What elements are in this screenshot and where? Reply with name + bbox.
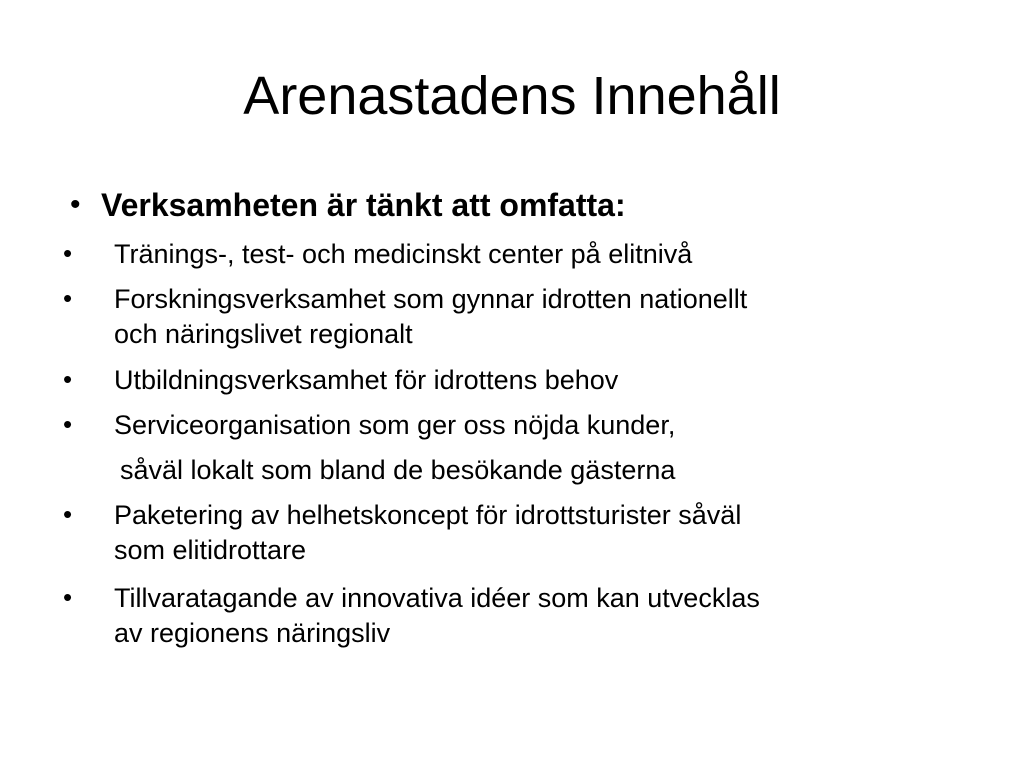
list-item-text: Forskningsverksamhet som gynnar idrotten nationellt	[114, 284, 748, 314]
list-item-text: Tillvaratagande av innovativa idéer som kan utvecklas	[114, 583, 760, 613]
heading-text: Verksamheten är tänkt att omfatta:	[101, 187, 626, 223]
list-item-text-continued: som elitidrottare	[114, 535, 307, 565]
bullet-icon: •	[63, 364, 73, 394]
bullet-icon: •	[70, 188, 81, 221]
bullet-icon: •	[63, 409, 73, 439]
bullet-icon: •	[63, 582, 73, 612]
list-item-text: Paketering av helhetskoncept för idrottsturister såväl	[114, 500, 742, 530]
slide-title: Arenastadens Innehåll	[243, 66, 781, 126]
bullet-icon: •	[63, 499, 73, 529]
list-item-text: såväl lokalt som bland de besökande gästerna	[120, 455, 676, 485]
list-item-text: Utbildningsverksamhet för idrottens behov	[114, 365, 619, 395]
list-item-text-continued: av regionens näringsliv	[114, 618, 391, 648]
bullet-icon: •	[63, 238, 73, 268]
list-item-text: Serviceorganisation som ger oss nöjda kunder,	[114, 410, 676, 440]
list-item-text-continued: och näringslivet regionalt	[114, 319, 413, 349]
bullet-icon: •	[63, 283, 73, 313]
list-item-text: Tränings-, test- och medicinskt center på elitnivå	[114, 239, 693, 269]
